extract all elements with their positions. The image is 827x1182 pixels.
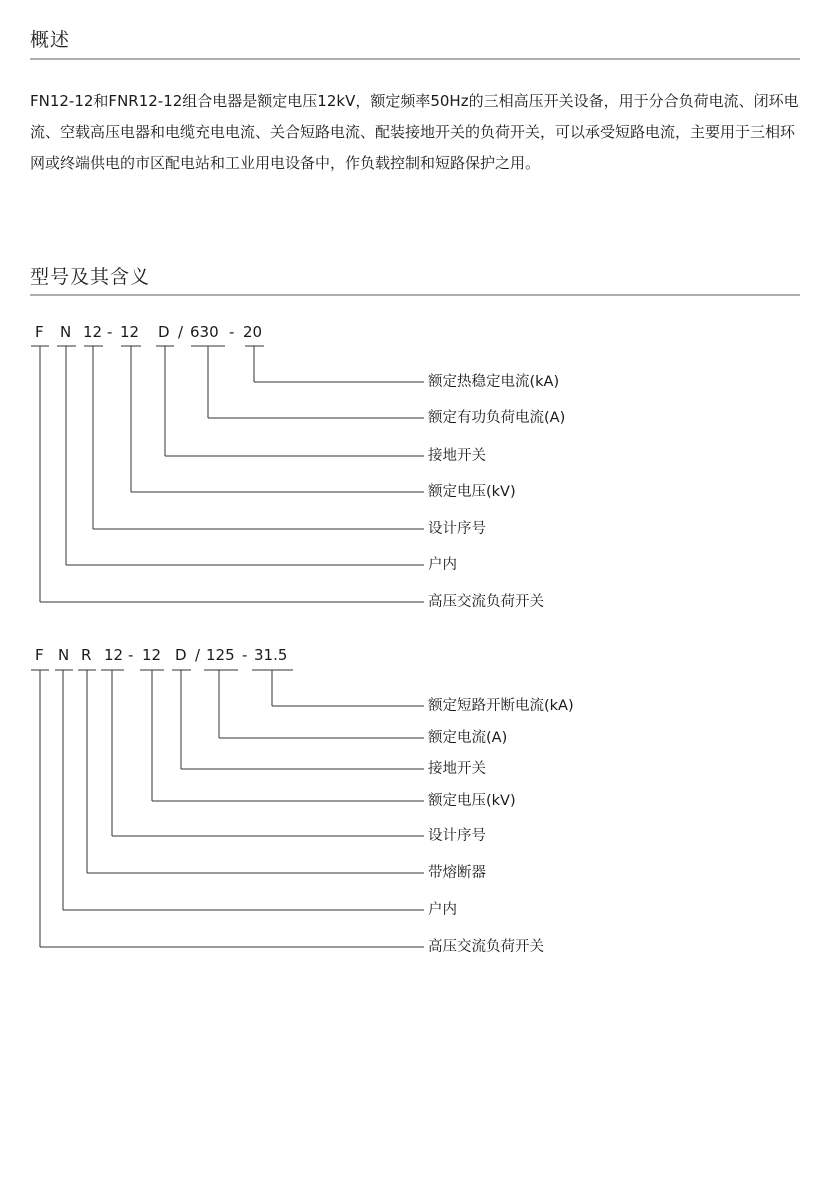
- d2-label-rated-current: 额定电流(A): [428, 730, 508, 746]
- d1-label-rated-thermal-current: 额定热稳定电流(kA): [428, 374, 560, 390]
- d1-code-current: 630: [190, 323, 219, 341]
- d2-code-voltage: 12: [142, 646, 162, 664]
- d2-code-r: R: [81, 646, 92, 664]
- d1-code-design: 12: [83, 323, 103, 341]
- d2-label-hv-ac-load-switch: 高压交流负荷开关: [428, 939, 544, 955]
- d1-code-d: D: [158, 323, 170, 341]
- diagram1-leaders: [40, 346, 424, 602]
- d2-label-indoor: 户内: [428, 902, 457, 918]
- d1-label-indoor: 户内: [428, 557, 457, 573]
- d2-code-dash2: -: [242, 646, 248, 664]
- d1-code-slash: /: [178, 323, 184, 341]
- d1-code-n: N: [60, 323, 72, 341]
- d1-label-rated-active-load-current: 额定有功负荷电流(A): [428, 410, 566, 426]
- overview-paragraph: FN12-12和FNR12-12组合电器是额定电压12kV，额定频率50Hz的三相高压开关设备，用于分合负荷电流、闭环电流、空载高压电器和电缆充电电流、关合短路电流、配装接地开关的负荷开关，可以承受短路电流，主要用于三相环网或终端供电的市区配电站和工业用电设备中，作负载控制和短路保护之用。: [30, 92, 799, 172]
- d2-code-f: F: [35, 646, 44, 664]
- diagram2-codes: [35, 646, 287, 664]
- d1-label-hv-ac-load-switch: 高压交流负荷开关: [428, 594, 544, 610]
- d2-label-with-fuse: 带熔断器: [428, 865, 486, 881]
- d2-code-slash: /: [195, 646, 201, 664]
- d1-label-rated-voltage: 额定电压(kV): [428, 484, 516, 500]
- d1-code-f: F: [35, 323, 44, 341]
- d2-label-design-number: 设计序号: [428, 828, 486, 844]
- d2-code-design: 12: [104, 646, 124, 664]
- d2-code-dash1: -: [128, 646, 134, 664]
- d1-code-thermal: 20: [243, 323, 263, 341]
- d1-code-dash1: -: [107, 323, 113, 341]
- overview-title: 概述: [30, 29, 71, 51]
- d1-code-voltage: 12: [120, 323, 140, 341]
- diagram1-codes: [35, 323, 262, 341]
- d2-label-rated-short-circuit-breaking-current: 额定短路开断电流(kA): [428, 698, 574, 714]
- d2-label-earthing-switch: 接地开关: [428, 761, 486, 777]
- d1-label-earthing-switch: 接地开关: [428, 448, 486, 464]
- d1-code-dash2: -: [229, 323, 235, 341]
- model-title: 型号及其含义: [30, 266, 151, 288]
- d1-label-design-number: 设计序号: [428, 521, 486, 537]
- d2-code-n: N: [58, 646, 70, 664]
- d2-code-d: D: [175, 646, 187, 664]
- d2-code-breaking: 31.5: [254, 646, 288, 664]
- d2-code-current: 125: [206, 646, 235, 664]
- diagram2-leaders: [40, 670, 424, 947]
- d2-label-rated-voltage: 额定电压(kV): [428, 793, 516, 809]
